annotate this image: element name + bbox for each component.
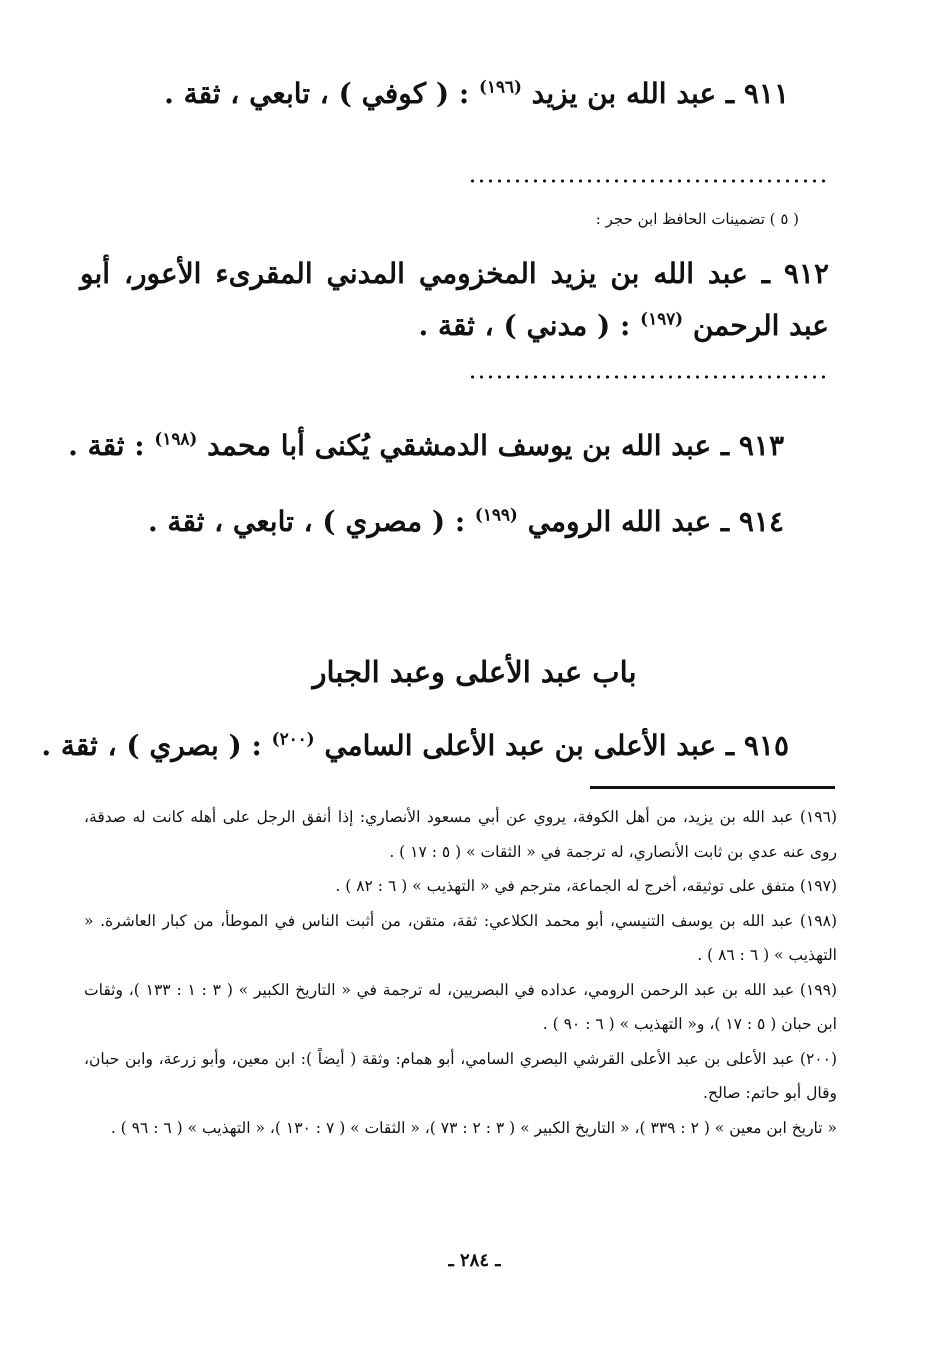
footnote-ref: (٢٠٠): [271, 728, 315, 749]
entry-name: ـ عبد الله الرومي: [527, 505, 730, 538]
entry-number: ٩١٣: [738, 429, 784, 462]
entry-912: [80, 248, 829, 352]
entry-911: [80, 72, 789, 115]
footnote-198: (١٩٨) عبد الله بن يوسف التنيسي، أبو محمد الكلاعي: ثقة، متقن، من أثبت الناس في الموطأ، من كبار العاشرة. « التهذيب » ( ٦ : ٨٦ ) .: [84, 911, 837, 964]
footnote-196: (١٩٦) عبد الله بن يزيد، من أهل الكوفة، يروي عن أبي مسعود الأنصاري: إذا أنفق الرجل على أهله كانت له صدقة، روى عنه عدي بن ثابت الأنصاري، له ترجمة في « الثقات » ( ٥ : ١٧ ) .: [84, 808, 837, 861]
footnotes: [84, 800, 837, 1145]
entry-number: ٩١٢: [783, 257, 829, 290]
footnote-197: (١٩٧) متفق على توثيقه، أخرج له الجماعة، مترجم في « التهذيب » ( ٦ : ٨٢ ) .: [335, 877, 837, 895]
page-number: ـ ٢٨٤ ـ: [448, 1250, 501, 1271]
dotted-separator: [468, 178, 828, 184]
entry-914: [80, 500, 784, 543]
footnote-199: (١٩٩) عبد الله بن عبد الرحمن الرومي، عداده في البصريين، له ترجمة في « التاريخ الكبير » ( ٣ : ١ : ١٣٣ )، وثقات ابن حبان ( ٥ : ١٧ )، و« التهذيب » ( ٦ : ٩٠ ) .: [84, 980, 838, 1033]
entry-grading: : ثقة .: [68, 429, 155, 462]
section-title: باب عبد الأعلى وعبد الجبار: [312, 655, 637, 689]
footnote-ref: (١٩٦): [478, 76, 522, 97]
footnote-200: (٢٠٠) عبد الأعلى بن عبد الأعلى القرشي البصري السامي، أبو همام: وثقة ( أيضاً ): ابن معين، وأبو زرعة، وابن حبان، وقال أبو حاتم: صالح.: [84, 1049, 837, 1102]
entry-name: ـ عبد الله بن يزيد المخزومي المدني المقرىء الأعور، أبو عبد الرحمن: [80, 257, 829, 342]
entry-number: ٩١١: [743, 77, 789, 110]
inline-note: ( ٥ ) تضمينات الحافظ ابن حجر :: [595, 210, 799, 228]
entry-grading: : ( بصري ) ، ثقة .: [41, 729, 272, 762]
footnote-ref: (١٩٨): [154, 428, 198, 449]
footnote-200-sources: « تاريخ ابن معين » ( ٢ : ٣٣٩ )، « التاريخ الكبير » ( ٣ : ٢ : ٧٣ )، « الثقات » ( ٧ : ١٣٠ )، « التهذيب » ( ٦ : ٩٦ ) .: [110, 1118, 837, 1137]
entry-913: [68, 424, 784, 467]
dotted-separator: [468, 374, 828, 380]
footnote-rule: [590, 786, 835, 789]
entry-name: ـ عبد الله بن يوسف الدمشقي يُكنى أبا محمد: [207, 429, 730, 462]
entry-grading: : ( مصري ) ، تابعي ، ثقة .: [147, 505, 475, 538]
footnote-ref: (١٩٧): [640, 308, 684, 329]
entry-name: ـ عبد الله بن يزيد: [531, 77, 735, 110]
entry-number: ٩١٤: [738, 505, 784, 538]
entry-915: [41, 724, 789, 767]
entry-number: ٩١٥: [743, 729, 789, 762]
entry-name: ـ عبد الأعلى بن عبد الأعلى السامي: [324, 729, 735, 762]
footnote-ref: (١٩٩): [474, 504, 518, 525]
entry-grading: : ( مدني ) ، ثقة .: [418, 309, 641, 342]
entry-grading: : ( كوفي ) ، تابعي ، ثقة .: [164, 77, 479, 110]
